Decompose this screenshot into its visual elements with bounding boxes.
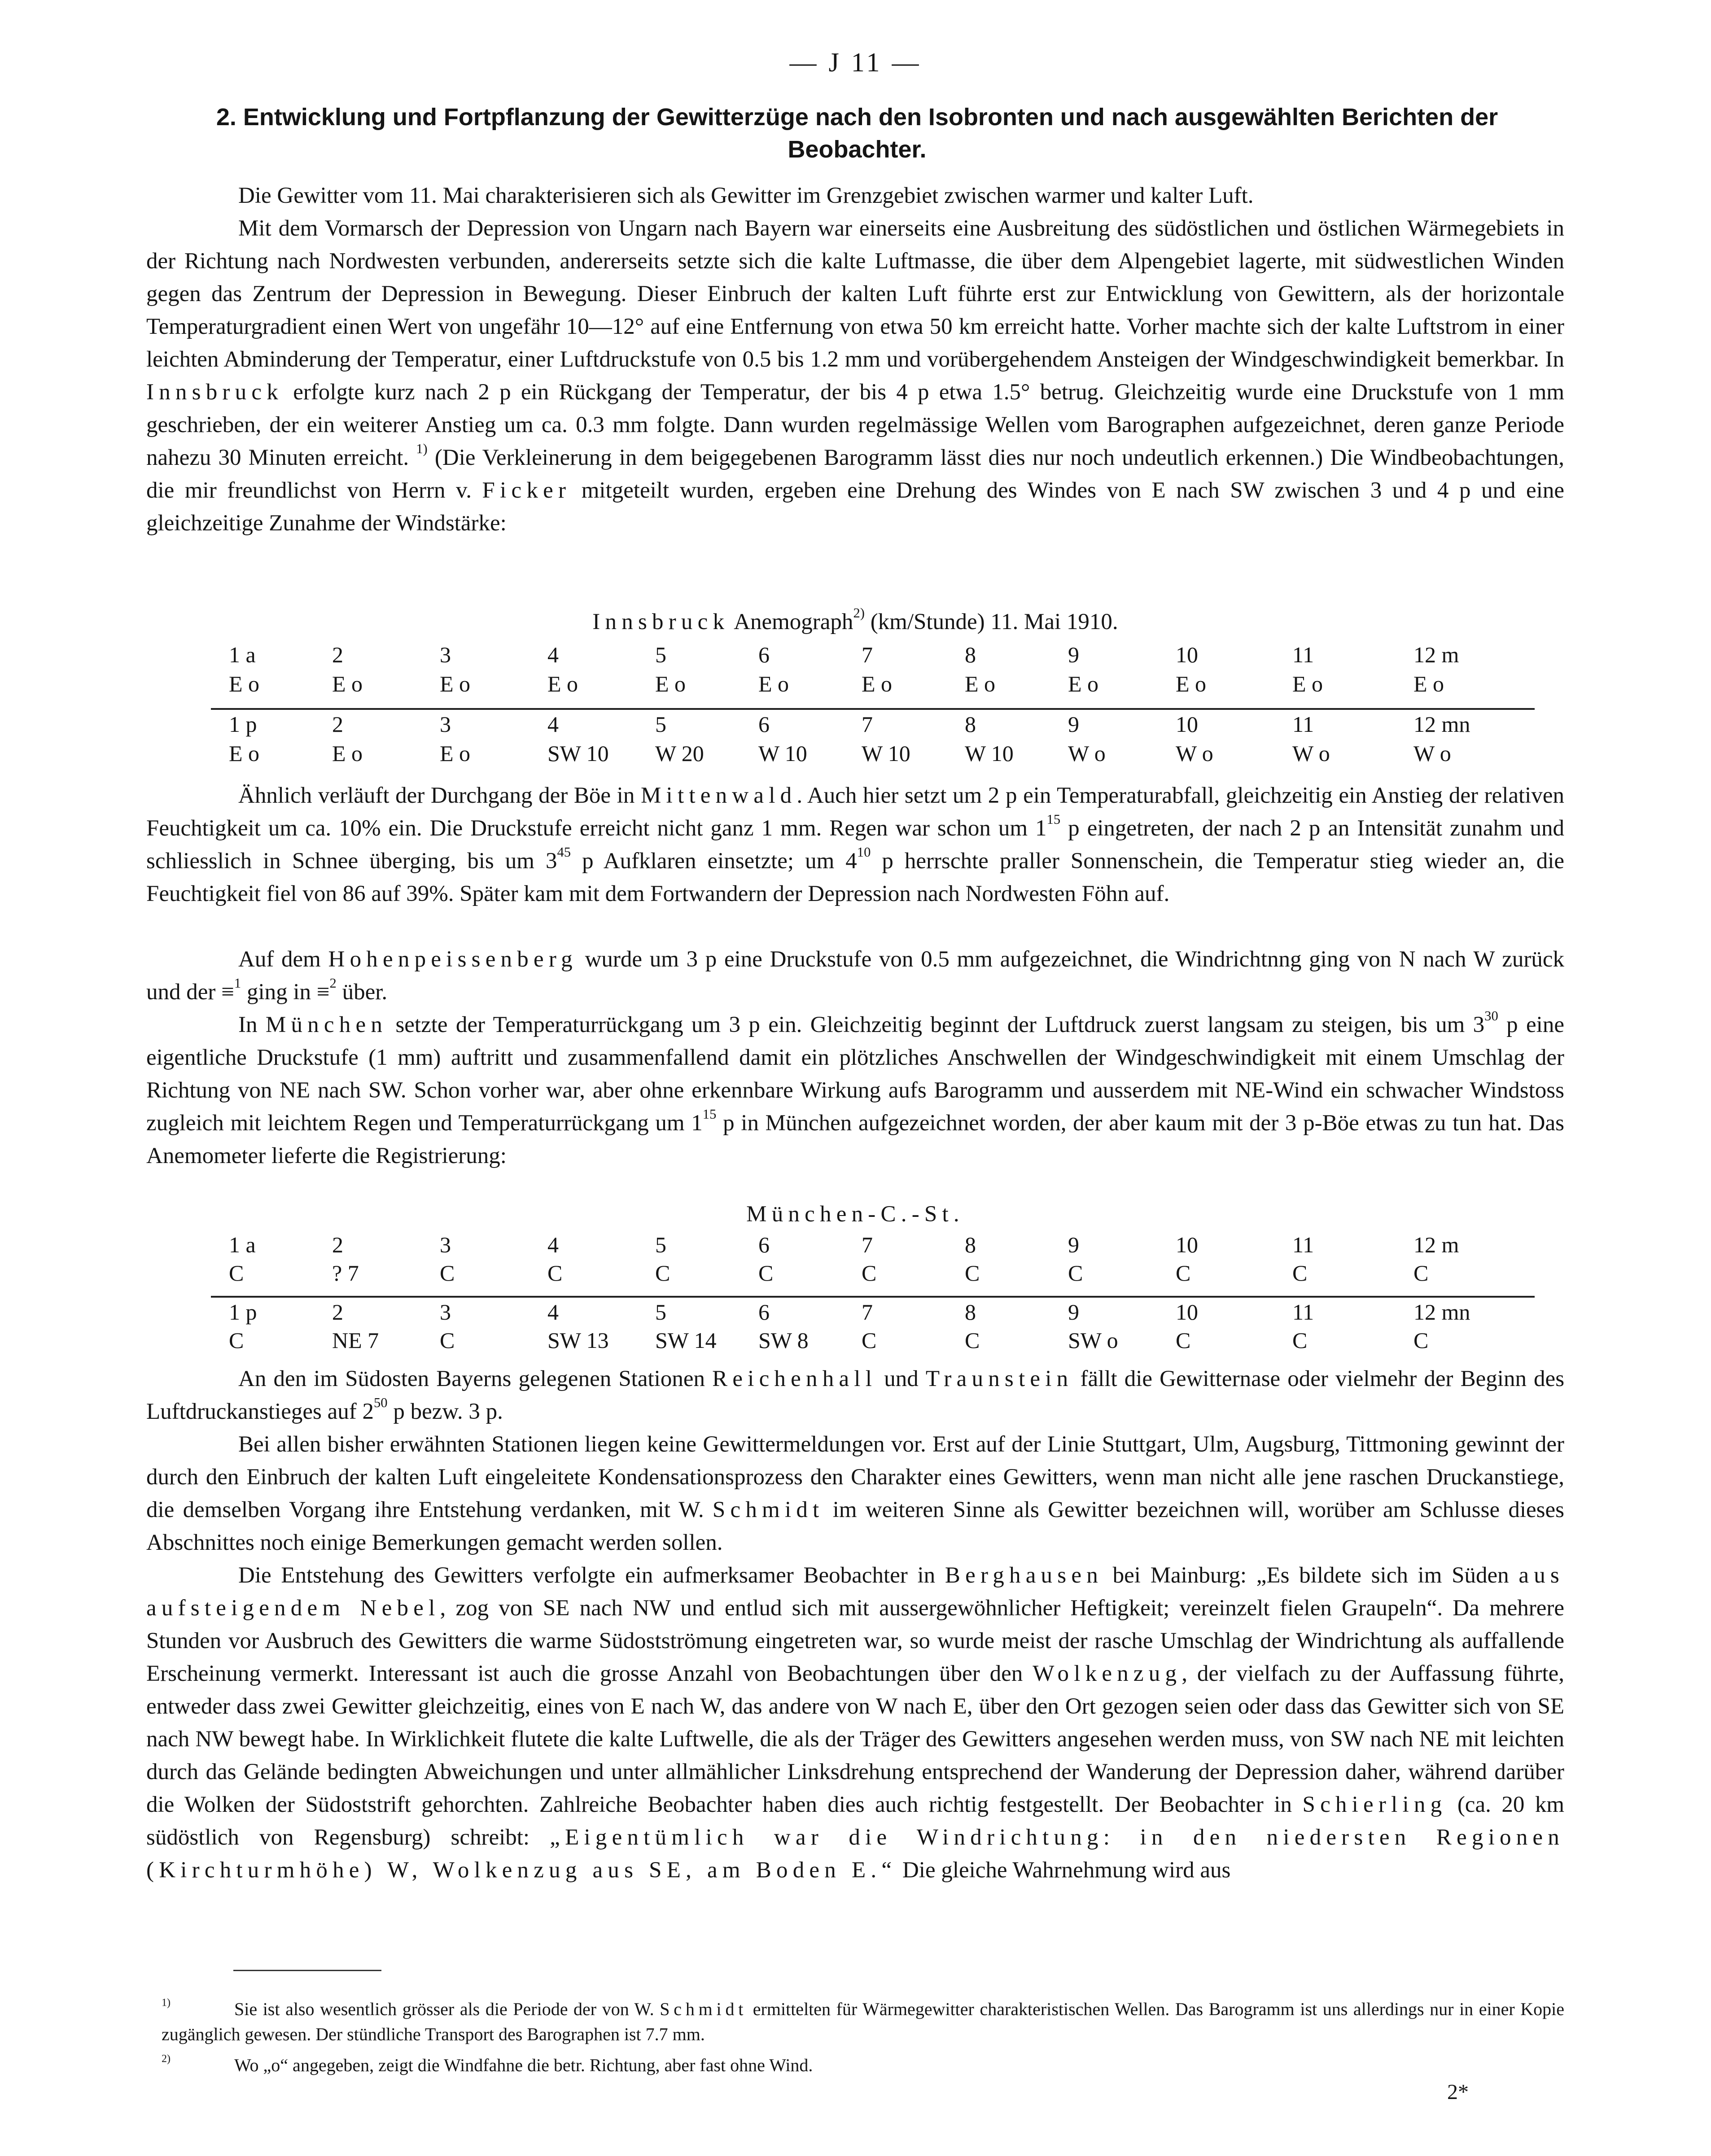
table1-pm-values-cell-1: E o — [229, 741, 260, 766]
table2-am-hours-cell-8: 8 — [965, 1232, 976, 1257]
table2-am-hours-cell-3: 3 — [440, 1232, 451, 1257]
paragraph-4: Auf dem Hohenpeissenberg wurde um 3 p eine Druckstufe von 0.5 mm aufgezeichnet, die Windrichtnng ging von N nach W zurück und der ≡$^1$ ging in ≡$^2$ über. — [146, 947, 1565, 1005]
table2-pm-hours — [0, 1299, 1711, 1330]
paragraph-1: Die Gewitter vom 11. Mai charakterisieren sich als Gewitter im Grenzgebiet zwischen warmer und kalter Luft. — [238, 183, 1254, 208]
table2-pm-hours-cell-10: 10 — [1176, 1299, 1198, 1325]
station-name: Hohenpeissenberg — [328, 947, 578, 972]
table2-pm-values-cell-6: SW 8 — [758, 1328, 809, 1353]
table1-pm-hours-cell-2: 2 — [332, 712, 343, 737]
table2-am-values-cell-7: C — [862, 1260, 877, 1286]
table2-pm-values-cell-5: SW 14 — [655, 1328, 717, 1353]
table1-pm-hours-cell-7: 7 — [862, 712, 873, 737]
station-name: Berghausen — [945, 1563, 1103, 1588]
table1-am-values-cell-10: E o — [1176, 671, 1207, 696]
sheet-signature: 2* — [1447, 2080, 1469, 2104]
table2-pm-hours-cell-3: 3 — [440, 1299, 451, 1325]
table1-pm-hours — [0, 711, 1711, 743]
table2-am-values-cell-12: C — [1413, 1260, 1429, 1286]
table1-pm-hours-cell-1: 1 p — [229, 712, 257, 737]
table2-pm-hours-cell-1: 1 p — [229, 1299, 257, 1325]
table1-pm-hours-cell-10: 10 — [1176, 712, 1198, 737]
station-name: Schierling — [1302, 1792, 1447, 1817]
table1-am-values-cell-1: E o — [229, 671, 260, 696]
footnote-divider — [233, 1970, 381, 1971]
table1-pm-hours-cell-4: 4 — [547, 712, 559, 737]
table2-pm-hours-cell-6: 6 — [758, 1299, 770, 1325]
paragraph-5: In München setzte der Temperaturrückgang um 3 p ein. Gleichzeitig beginnt der Luftdruck zuerst langsam zu steigen, bis um $3^{30}$ p eine eigentliche Druckstufe (1 mm) auftritt und zusammenfallend damit ein plötzliches Anschwellen der Windgeschwindigkeit mit einem Umschlag der Richtung von NE nach SW. Schon vorher war, aber ohne erkennbare Wirkung aufs Barogramm und ausserdem mit NE-Wind ein schwacher Windstoss zugleich mit leichtem Regen und Temperaturrückgang um $1^{15}$ p in München aufgezeichnet worden, der aber kaum mit der 3 p-Böe etwas zu tun hat. Das Anemometer lieferte die Registrierung: — [146, 1008, 1564, 1168]
table2-am-hours-cell-7: 7 — [862, 1232, 873, 1257]
table1-pm-values-cell-7: W 10 — [862, 741, 910, 766]
table2-am-values-cell-9: C — [1068, 1260, 1083, 1286]
table1-pm-values-cell-9: W o — [1068, 741, 1106, 766]
station-name: München — [265, 1012, 388, 1037]
table1-pm-hours-cell-5: 5 — [655, 712, 666, 737]
table2-pm-hours-cell-9: 9 — [1068, 1299, 1079, 1325]
table1-divider — [211, 708, 1535, 710]
table1-pm-hours-cell-6: 6 — [758, 712, 770, 737]
station-name: Innsbruck — [146, 380, 283, 405]
table2-am-hours-cell-1: 1 a — [229, 1232, 256, 1257]
table2-am-values-cell-3: C — [440, 1260, 455, 1286]
table1-pm-values-cell-11: W o — [1292, 741, 1330, 766]
table2-pm-values-cell-8: C — [965, 1328, 980, 1353]
table2-am-hours-cell-6: 6 — [758, 1232, 770, 1257]
paragraph-2: Mit dem Vormarsch der Depression von Ungarn nach Bayern war einerseits eine Ausbreitung des südöstlichen und östlichen Wärmegebiets in der Richtung nach Nordwesten verbunden, andererseits setzte sich die kalte Luftmasse, die über dem Alpengebiet lagerte, mit südwestlichen Winden gegen das Zentrum der Depression in Bewegung. Dieser Einbruch der kalten Luft führte erst zur Entwicklung von Gewittern, als der horizontale Temperaturgradient einen Wert von ungefähr 10—12° auf eine Entfernung von etwa 50 km erreicht hatte. Vorher machte sich der kalte Luftstrom in einer leichten Abminderung der Temperatur, einer Luftdruckstufe von 0.5 bis 1.2 mm und vorübergehendem Ansteigen der Windgeschwindigkeit bemerkbar. In Innsbruck erfolgte kurz nach 2 p ein Rückgang der Temperatur, der bis 4 p etwa 1.5° betrug. Gleichzeitig wurde eine Druckstufe von 1 mm geschrieben, der ein weiterer Anstieg um ca. 0.3 mm folgte. Dann wurden regelmässige Wellen vom Barographen aufgezeichnet, deren ganze Periode nahezu 30 Minuten erreicht. $^{1)}$ (Die Verkleinerung in dem beigegebenen Barogramm lässt dies nur noch undeutlich erkennen.) Die Windbeobachtungen, die mir freundlichst von Herrn v. Ficker mitgeteilt wurden, ergeben eine Drehung des Windes von E nach SW zwischen 3 und 4 p und eine gleichzeitige Zunahme der Windstärke: — [146, 216, 1564, 536]
table2-pm-values — [0, 1327, 1711, 1359]
table1-am-hours-cell-11: 11 — [1292, 642, 1314, 667]
table2-pm-hours-cell-2: 2 — [332, 1299, 343, 1325]
station-name: Mittenwald — [640, 783, 797, 808]
table1-am-hours-cell-5: 5 — [655, 642, 666, 667]
paragraph-6: An den im Südosten Bayerns gelegenen Stationen Reichenhall und Traunstein fällt die Gewitternase oder vielmehr der Beginn des Luftdruckanstieges auf $2^{50}$ p bezw. 3 p. — [146, 1366, 1565, 1424]
table1-pm-hours-cell-3: 3 — [440, 712, 451, 737]
section-heading: 2. Entwicklung und Fortpflanzung der Gewitterzüge nach den Isobronten und nach ausgewählten Berichten der Beobachter. — [216, 104, 1498, 163]
table1-am-values-cell-5: E o — [655, 671, 686, 696]
table2-pm-values-cell-9: SW o — [1068, 1328, 1118, 1353]
table1-am-values-cell-6: E o — [758, 671, 789, 696]
table1-am-hours-cell-9: 9 — [1068, 642, 1079, 667]
table2-am-values-cell-4: C — [547, 1260, 563, 1286]
paragraph-3: Ähnlich verläuft der Durchgang der Böe in Mittenwald. Auch hier setzt um 2 p ein Temperaturabfall, gleichzeitig ein Anstieg der relativen Feuchtigkeit um ca. 10% ein. Die Druckstufe erreicht nicht ganz 1 mm. Regen war schon um $1^{15}$ p eingetreten, der nach 2 p an Intensität zunahm und schliesslich in Schnee überging, bis um $3^{45}$ p Aufklaren einsetzte; um $4^{10}$ p herrschte praller Sonnenschein, die Temperatur stieg wieder an, die Feuchtigkeit fiel von 86 auf 39%. Später kam mit dem Fortwandern der Depression nach Nordwesten Föhn auf. — [146, 783, 1564, 906]
table1-pm-hours-cell-12: 12 mn — [1413, 712, 1470, 737]
footnote-2: $^{2)}$ Wo „o“ angegeben, zeigt die Windfahne die betr. Richtung, aber fast ohne Wind. — [162, 2053, 813, 2075]
table2-pm-values-cell-4: SW 13 — [547, 1328, 609, 1353]
table1-am-hours-cell-4: 4 — [547, 642, 559, 667]
table2-pm-values-cell-10: C — [1176, 1328, 1191, 1353]
table1-am-values-cell-4: E o — [547, 671, 578, 696]
emphasis: aus aufsteigendem Nebel — [146, 1563, 1565, 1621]
table1-pm-hours-cell-11: 11 — [1292, 712, 1314, 737]
table1-am-values-cell-11: E o — [1292, 671, 1323, 696]
table2-am-values-cell-10: C — [1176, 1260, 1191, 1286]
person-name: Ficker — [482, 478, 571, 503]
table1-am-hours-cell-6: 6 — [758, 642, 770, 667]
table1-am-values-cell-3: E o — [440, 671, 471, 696]
table1-am-hours-cell-7: 7 — [862, 642, 873, 667]
table1-am-values-cell-7: E o — [862, 671, 893, 696]
table2-pm-values-cell-7: C — [862, 1328, 877, 1353]
table1-am-hours — [0, 642, 1711, 673]
table2-pm-values-cell-1: C — [229, 1328, 244, 1353]
table2-pm-values-cell-12: C — [1413, 1328, 1429, 1353]
table1-pm-values-cell-12: W o — [1413, 741, 1451, 766]
table1-pm-values-cell-4: SW 10 — [547, 741, 609, 766]
table2-am-hours-cell-11: 11 — [1292, 1232, 1314, 1257]
page-number: — J 11 — — [789, 48, 922, 77]
footnote-1: $^{1)}$ Sie ist also wesentlich grösser als die Periode der von W. Schmidt ermittelten für Wärmegewitter charakteristischen Wellen. Das Barogramm ist uns allerdings nur in einer Kopie zugänglich gewesen. Der stündliche Transport des Barographen ist 7.7 mm. — [162, 1997, 1565, 2044]
footnote-ref: 1) — [416, 441, 428, 456]
table2-caption: München-C.-St. — [746, 1202, 964, 1227]
paragraph-7: Bei allen bisher erwähnten Stationen liegen keine Gewittermeldungen vor. Erst auf der Linie Stuttgart, Ulm, Augsburg, Tittmoning gewinnt der durch den Einbruch der kalten Luft eingeleitete Kondensationsprozess den Charakter eines Gewitters, wenn man nicht alle jene raschen Druckanstiege, die demselben Vorgang ihre Entstehung verdanken, mit W. Schmidt im weiteren Sinne als Gewitter bezeichnen will, worüber am Schlusse dieses Abschnittes noch einige Bemerkungen gemacht werden sollen. — [146, 1432, 1565, 1555]
table1-am-hours-cell-2: 2 — [332, 642, 343, 667]
table2-am-hours-cell-4: 4 — [547, 1232, 559, 1257]
table2-am-hours-cell-2: 2 — [332, 1232, 343, 1257]
table1-am-hours-cell-1: 1 a — [229, 642, 256, 667]
table1-pm-values-cell-8: W 10 — [965, 741, 1014, 766]
table2-pm-hours-cell-12: 12 mn — [1413, 1299, 1470, 1325]
table1-am-hours-cell-12: 12 m — [1413, 642, 1459, 667]
table2-pm-values-cell-3: C — [440, 1328, 455, 1353]
table1-pm-values-cell-2: E o — [332, 741, 363, 766]
table2-am-hours-cell-12: 12 m — [1413, 1232, 1459, 1257]
station-name: Reichenhall — [712, 1366, 877, 1391]
table1-pm-hours-cell-9: 9 — [1068, 712, 1079, 737]
table1-caption: Innsbruck Anemograph$^{2)}$ (km/Stunde) 11. Mai 1910. — [592, 605, 1118, 634]
table2-am-hours-cell-9: 9 — [1068, 1232, 1079, 1257]
table2-am-values — [0, 1260, 1711, 1291]
table1-pm-values-cell-6: W 10 — [758, 741, 807, 766]
person-name: Schmidt — [712, 1497, 824, 1522]
table1-am-values-cell-8: E o — [965, 671, 996, 696]
table2-pm-values-cell-2: NE 7 — [332, 1328, 379, 1353]
table2-pm-hours-cell-7: 7 — [862, 1299, 873, 1325]
emphasis: Wolkenzug — [1033, 1661, 1182, 1686]
table2-am-values-cell-5: C — [655, 1260, 670, 1286]
table2-pm-values-cell-11: C — [1292, 1328, 1308, 1353]
table2-am-hours-cell-5: 5 — [655, 1232, 666, 1257]
table2-pm-hours-cell-11: 11 — [1292, 1299, 1314, 1325]
table2-am-values-cell-6: C — [758, 1260, 774, 1286]
table2-am-hours — [0, 1232, 1711, 1263]
table1-pm-hours-cell-8: 8 — [965, 712, 976, 737]
table2-am-values-cell-11: C — [1292, 1260, 1308, 1286]
table1-am-hours-cell-3: 3 — [440, 642, 451, 667]
station-name: Traunstein — [925, 1366, 1073, 1391]
table1-am-values-cell-12: E o — [1413, 671, 1444, 696]
table2-am-values-cell-1: C — [229, 1260, 244, 1286]
table1-pm-values — [0, 740, 1711, 772]
table2-pm-hours-cell-8: 8 — [965, 1299, 976, 1325]
table1-pm-values-cell-5: W 20 — [655, 741, 704, 766]
paragraph-8: Die Entstehung des Gewitters verfolgte ein aufmerksamer Beobachter in Berghausen bei Mainburg: „Es bildete sich im Süden aus aufsteigendem Nebel, zog von SE nach NW und entlud sich mit aussergewöhnlicher Heftigkeit; vereinzelt fielen Graupeln“. Da mehrere Stunden vor Ausbruch des Gewitters die warme Südostströmung eingetreten war, so wurde meist der rasche Umschlag der Windrichtung als auffallende Erscheinung vermerkt. Interessant ist auch die grosse Anzahl von Beobachtungen über den Wolkenzug, der vielfach zu der Auffassung führte, entweder dass zwei Gewitter gleichzeitig, eines von E nach W, das andere von W nach E, über den Ort gezogen seien oder dass das Gewitter sich von SE nach NW bewegt habe. In Wirklichkeit flutete die kalte Luftwelle, die als der Träger des Gewitters angesehen werden muss, von SW nach NE mit leichten durch das Gelände bedingten Abweichungen und unter allmählicher Linksdrehung entsprechend der Wanderung der Depression daher, während darüber die Wolken der Südoststrift gehorchten. Zahlreiche Beobachter haben dies auch richtig festgestellt. Der Beobachter in Schierling (ca. 20 km südöstlich von Regensburg) schreibt: „Eigentümlich war die Windrichtung: in den niedersten Regionen (Kirchturmhöhe) W, Wolkenzug aus SE, am Boden E.“ Die gleiche Wahrnehmung wird aus — [146, 1563, 1565, 1883]
table2-am-values-cell-2: ? 7 — [332, 1260, 359, 1286]
table1-pm-values-cell-3: E o — [440, 741, 471, 766]
table2-am-values-cell-8: C — [965, 1260, 980, 1286]
table2-am-hours-cell-10: 10 — [1176, 1232, 1198, 1257]
table2-divider — [211, 1296, 1535, 1298]
table1-am-values-cell-9: E o — [1068, 671, 1099, 696]
table2-pm-hours-cell-4: 4 — [547, 1299, 559, 1325]
table2-pm-hours-cell-5: 5 — [655, 1299, 666, 1325]
table1-pm-values-cell-10: W o — [1176, 741, 1213, 766]
table1-am-hours-cell-8: 8 — [965, 642, 976, 667]
table1-am-values-cell-2: E o — [332, 671, 363, 696]
table1-am-values — [0, 671, 1711, 702]
emphasis: „Eigentümlich war die Windrichtung: in den niedersten Regionen (Kirchturmhöhe) W, Wolkenzug aus SE, am Boden E.“ — [146, 1825, 1565, 1883]
table1-am-hours-cell-10: 10 — [1176, 642, 1198, 667]
